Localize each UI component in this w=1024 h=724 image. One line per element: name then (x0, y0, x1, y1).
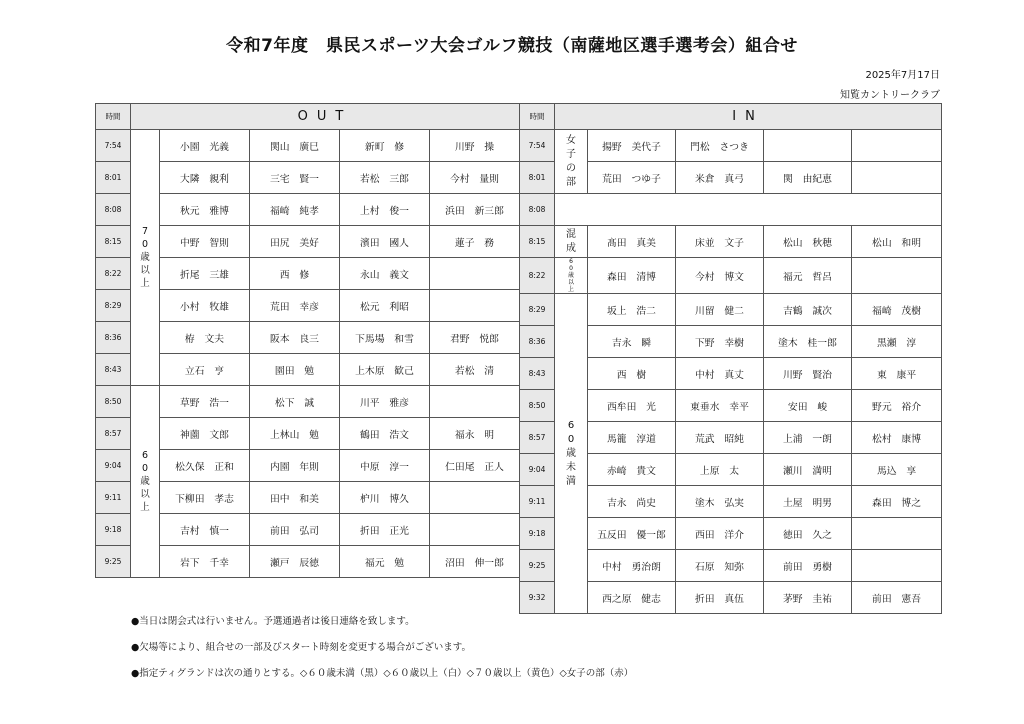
page-title: 令和7年度 県民スポーツ大会ゴルフ競技（南薩地区選手選考会）組合せ (226, 36, 798, 56)
venue-label: 知覧カントリークラブ (840, 90, 940, 101)
in-time-header: 時間 (520, 104, 555, 130)
group-label: 70歳以上 (140, 226, 150, 289)
tee-row (520, 226, 942, 258)
player-cell: 君野 悦郎 (430, 322, 520, 354)
player-cell: 森田 清博 (588, 258, 676, 294)
tee-time: 9:25 (96, 546, 131, 578)
player-cell: 西 修 (250, 258, 340, 290)
player-cell: 西牟田 光 (588, 390, 676, 422)
tee-time: 8:22 (96, 258, 131, 290)
player-cell: 若松 清 (430, 354, 520, 386)
date-label: 2025年7月17日 (865, 70, 940, 81)
player-cell: 坂上 浩二 (588, 294, 676, 326)
tee-row (96, 290, 520, 322)
player-cell (430, 514, 520, 546)
player-cell: 瀬川 満明 (764, 454, 852, 486)
player-cell: 西之原 健志 (588, 582, 676, 614)
group-label: 60歳未満 (566, 419, 576, 487)
tee-time: 8:50 (96, 386, 131, 418)
player-cell: 塗木 桂一郎 (764, 326, 852, 358)
player-cell: 松村 康博 (852, 422, 942, 454)
player-cell: 馬込 享 (852, 454, 942, 486)
tee-row (520, 258, 942, 294)
player-cell: 野元 裕介 (852, 390, 942, 422)
player-cell: 荒田 つゆ子 (588, 162, 676, 194)
group-60-under (555, 294, 588, 614)
player-cell: 松山 秋穂 (764, 226, 852, 258)
player-cell: 上村 俊一 (340, 194, 430, 226)
tee-time: 8:15 (520, 226, 555, 258)
tee-time: 9:18 (520, 518, 555, 550)
tee-time: 8:36 (96, 322, 131, 354)
tee-row (520, 294, 942, 326)
player-cell: 松山 和明 (852, 226, 942, 258)
note-tees: ●指定ティグランドは次の通りとする。◇６０歳未満（黒）◇６０歳以上（白）◇７０歳以上（黄色）◇女子の部（赤） (131, 668, 634, 679)
player-cell: 松元 利昭 (340, 290, 430, 322)
player-cell: 折田 真伍 (676, 582, 764, 614)
player-cell: 東垂水 幸平 (676, 390, 764, 422)
player-cell (430, 258, 520, 290)
out-course-table (95, 103, 520, 578)
tee-time: 9:04 (96, 450, 131, 482)
player-cell: 上原 太 (676, 454, 764, 486)
tee-row (96, 354, 520, 386)
player-cell: 松久保 正和 (160, 450, 250, 482)
player-cell: 石原 知弥 (676, 550, 764, 582)
player-cell (852, 258, 942, 294)
tee-time: 8:29 (96, 290, 131, 322)
blank-slot (555, 194, 942, 226)
tee-time: 8:08 (520, 194, 555, 226)
group-women (555, 130, 588, 194)
out-time-header: 時間 (96, 104, 131, 130)
player-cell: 岩下 千幸 (160, 546, 250, 578)
player-cell: 浜田 新三郎 (430, 194, 520, 226)
group-label: 混成 (566, 228, 576, 254)
player-cell: 秋元 雅博 (160, 194, 250, 226)
player-cell: 川留 健二 (676, 294, 764, 326)
player-cell: 内園 年則 (250, 450, 340, 482)
player-cell: 吉永 瞬 (588, 326, 676, 358)
player-cell (852, 162, 942, 194)
player-cell: 蓮子 務 (430, 226, 520, 258)
player-cell: 下柳田 孝志 (160, 482, 250, 514)
tee-time: 8:15 (96, 226, 131, 258)
tee-time: 8:22 (520, 258, 555, 294)
player-cell: 中村 勇治朗 (588, 550, 676, 582)
tee-time: 7:54 (520, 130, 555, 162)
player-cell: 上木原 歓己 (340, 354, 430, 386)
player-cell (430, 290, 520, 322)
player-cell: 下野 幸樹 (676, 326, 764, 358)
player-cell: 鶴田 浩文 (340, 418, 430, 450)
player-cell: 前田 勇樹 (764, 550, 852, 582)
player-cell: 中野 智則 (160, 226, 250, 258)
out-course-header: OUT (131, 104, 520, 130)
tee-row (520, 194, 942, 226)
tee-time: 9:18 (96, 514, 131, 546)
player-cell: 吉村 慎一 (160, 514, 250, 546)
notes (131, 613, 633, 691)
player-cell: 中原 淳一 (340, 450, 430, 482)
group-label: 60歳以上 (140, 450, 150, 513)
player-cell: 折田 正光 (340, 514, 430, 546)
note-changes: ●欠場等により、組合せの一部及びスタート時刻を変更する場合がございます。 (131, 642, 472, 653)
tee-row (96, 546, 520, 578)
group-label: 60歳以上 (567, 258, 574, 293)
player-cell: 今村 量則 (430, 162, 520, 194)
player-cell: 関山 廣巳 (250, 130, 340, 162)
player-cell: 髙田 真美 (588, 226, 676, 258)
player-cell: 中村 真丈 (676, 358, 764, 390)
tee-row (96, 482, 520, 514)
player-cell: 若松 三郎 (340, 162, 430, 194)
player-cell: 徳田 久之 (764, 518, 852, 550)
tee-row (96, 386, 520, 418)
tee-time: 8:57 (96, 418, 131, 450)
tee-row (520, 130, 942, 162)
player-cell: 東 康平 (852, 358, 942, 390)
player-cell (430, 386, 520, 418)
player-cell: 立石 亨 (160, 354, 250, 386)
player-cell: 門松 さつき (676, 130, 764, 162)
player-cell: 米倉 真弓 (676, 162, 764, 194)
player-cell: 田尻 美好 (250, 226, 340, 258)
player-cell: 安田 峻 (764, 390, 852, 422)
group-60-over (555, 258, 588, 294)
player-cell: 沼田 伸一郎 (430, 546, 520, 578)
tee-row (96, 258, 520, 290)
player-cell: 今村 博文 (676, 258, 764, 294)
player-cell: 新町 修 (340, 130, 430, 162)
player-cell: 園田 勉 (250, 354, 340, 386)
player-cell: 下馬場 和雪 (340, 322, 430, 354)
tee-row (96, 130, 520, 162)
player-cell: 田中 和美 (250, 482, 340, 514)
player-cell: 川野 賢治 (764, 358, 852, 390)
player-cell: 福元 勉 (340, 546, 430, 578)
tee-row (96, 322, 520, 354)
player-cell: 荒田 幸彦 (250, 290, 340, 322)
tee-time: 9:04 (520, 454, 555, 486)
tee-time: 8:36 (520, 326, 555, 358)
player-cell: 上浦 一朗 (764, 422, 852, 454)
player-cell: 小村 牧雄 (160, 290, 250, 322)
player-cell: 荒武 昭純 (676, 422, 764, 454)
tee-time: 8:43 (96, 354, 131, 386)
player-cell: 赤崎 貴文 (588, 454, 676, 486)
tee-time: 9:32 (520, 582, 555, 614)
player-cell: 西田 洋介 (676, 518, 764, 550)
player-cell: 川野 操 (430, 130, 520, 162)
player-cell: 瀬戸 辰徳 (250, 546, 340, 578)
group-70-over (131, 130, 160, 386)
player-cell: 吉永 尚史 (588, 486, 676, 518)
player-cell: 大隣 親利 (160, 162, 250, 194)
player-cell: 床並 文子 (676, 226, 764, 258)
tee-row (96, 450, 520, 482)
player-cell: 仁田尾 正人 (430, 450, 520, 482)
note-closing: ●当日は閉会式は行いません。予選通過者は後日連絡を致します。 (131, 616, 415, 627)
player-cell (852, 130, 942, 162)
tee-row (96, 514, 520, 546)
player-cell: 枦川 博久 (340, 482, 430, 514)
player-cell: 馬籠 淳道 (588, 422, 676, 454)
player-cell (430, 482, 520, 514)
player-cell (852, 518, 942, 550)
player-cell: 前田 弘司 (250, 514, 340, 546)
player-cell: 福永 明 (430, 418, 520, 450)
player-cell: 森田 博之 (852, 486, 942, 518)
tee-time: 7:54 (96, 130, 131, 162)
player-cell: 黒瀬 淳 (852, 326, 942, 358)
tee-time: 8:01 (520, 162, 555, 194)
tee-time: 9:25 (520, 550, 555, 582)
in-course-table (519, 103, 942, 614)
tee-row (96, 226, 520, 258)
tee-time: 8:08 (96, 194, 131, 226)
player-cell (852, 550, 942, 582)
player-cell: 五反田 優一郎 (588, 518, 676, 550)
tee-time: 8:57 (520, 422, 555, 454)
player-cell: 吉鶴 誠次 (764, 294, 852, 326)
player-cell: 前田 憲吾 (852, 582, 942, 614)
player-cell: 川平 雅彦 (340, 386, 430, 418)
player-cell: 関 由紀恵 (764, 162, 852, 194)
player-cell: 折尾 三雄 (160, 258, 250, 290)
tee-row (96, 162, 520, 194)
tee-row (96, 418, 520, 450)
player-cell: 小園 光義 (160, 130, 250, 162)
tee-time: 8:29 (520, 294, 555, 326)
tee-time: 8:01 (96, 162, 131, 194)
player-cell: 濱田 國人 (340, 226, 430, 258)
player-cell: 草野 浩一 (160, 386, 250, 418)
player-cell: 福元 哲呂 (764, 258, 852, 294)
player-cell: 茅野 圭祐 (764, 582, 852, 614)
player-cell: 阪本 良三 (250, 322, 340, 354)
player-cell: 上林山 勉 (250, 418, 340, 450)
player-cell: 西 樹 (588, 358, 676, 390)
tee-time: 9:11 (96, 482, 131, 514)
tee-time: 8:50 (520, 390, 555, 422)
player-cell: 福崎 純孝 (250, 194, 340, 226)
player-cell: 塗木 弘実 (676, 486, 764, 518)
player-cell: 松下 誠 (250, 386, 340, 418)
tee-time: 8:43 (520, 358, 555, 390)
player-cell: 揚野 美代子 (588, 130, 676, 162)
in-course-header: IN (555, 104, 942, 130)
group-mixed (555, 226, 588, 258)
tee-row (96, 194, 520, 226)
group-60-over (131, 386, 160, 578)
player-cell (764, 130, 852, 162)
group-label: 女子の部 (566, 134, 576, 188)
player-cell: 栫 文夫 (160, 322, 250, 354)
player-cell: 土屋 明男 (764, 486, 852, 518)
player-cell: 福崎 茂樹 (852, 294, 942, 326)
player-cell: 神薗 文郎 (160, 418, 250, 450)
player-cell: 三宅 賢一 (250, 162, 340, 194)
player-cell: 永山 義文 (340, 258, 430, 290)
tee-time: 9:11 (520, 486, 555, 518)
